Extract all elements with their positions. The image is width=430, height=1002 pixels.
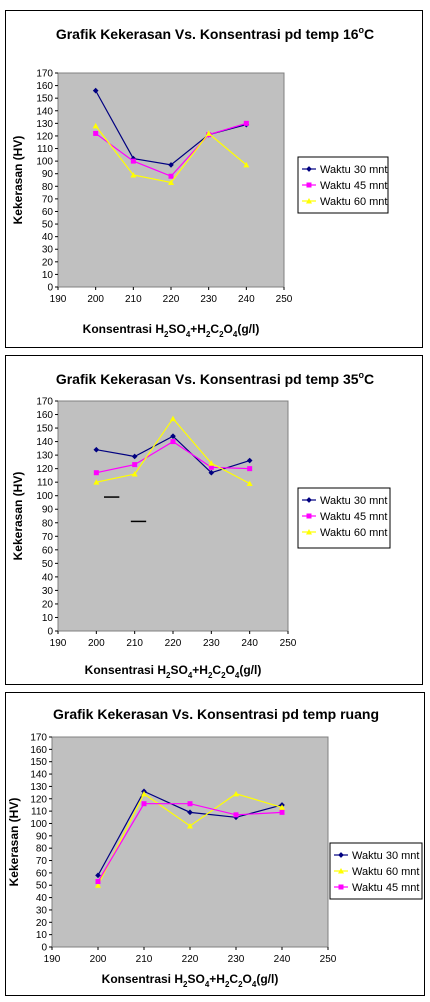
y-tick-label: 90 (35, 831, 47, 843)
x-tick-label: 190 (43, 954, 61, 965)
data-point-s1-4 (247, 466, 252, 471)
chart-panel-room-temp (5, 692, 425, 996)
legend-label: Waktu 45 mnt (320, 180, 388, 192)
x-tick-label: 190 (49, 294, 67, 305)
y-tick-label: 0 (47, 282, 53, 294)
x-tick-label: 240 (237, 294, 255, 305)
y-tick-label: 40 (35, 893, 47, 905)
y-tick-label: 20 (35, 917, 47, 929)
chart-panel-35c (5, 355, 423, 685)
y-tick-label: 20 (41, 257, 53, 269)
y-tick-label: 0 (41, 942, 47, 954)
y-tick-label: 10 (35, 930, 47, 942)
legend-label: Waktu 60 mnt (320, 196, 388, 208)
legend-label: Waktu 60 mnt (320, 527, 388, 539)
data-point-s1-legend (307, 514, 312, 519)
legend-label: Waktu 45 mnt (352, 882, 420, 894)
x-tick-label: 220 (164, 638, 182, 649)
y-tick-label: 50 (41, 558, 53, 570)
y-tick-label: 50 (35, 880, 47, 892)
y-tick-label: 100 (36, 491, 53, 503)
y-axis-label: Kekerasan (HV) (7, 797, 21, 887)
y-tick-label: 130 (36, 450, 53, 462)
x-axis-label: Konsentrasi $H_2SO_4+H_2C_2O_4(g/l)$ (82, 322, 260, 339)
y-tick-label: 70 (41, 531, 53, 543)
y-tick-label: 30 (35, 905, 47, 917)
y-tick-label: 170 (36, 68, 53, 80)
y-tick-label: 80 (41, 181, 53, 193)
data-point-s1-2 (169, 174, 174, 179)
x-tick-label: 240 (273, 954, 291, 965)
y-tick-label: 50 (41, 219, 53, 231)
chart-panel-16c (5, 10, 423, 348)
x-tick-label: 220 (181, 954, 199, 965)
y-tick-label: 150 (36, 423, 53, 435)
x-tick-label: 230 (202, 638, 220, 649)
data-point-s1-4 (244, 121, 249, 126)
x-tick-label: 240 (241, 638, 259, 649)
legend-label: Waktu 45 mnt (320, 511, 388, 523)
y-tick-label: 60 (41, 545, 53, 557)
x-axis-label: Konsentrasi $H_2SO_4+H_2C_2O_4(g/l)$ (84, 663, 262, 680)
y-tick-label: 150 (36, 93, 53, 105)
data-point-s1-1 (131, 159, 136, 164)
y-tick-label: 10 (41, 612, 53, 624)
y-tick-label: 60 (35, 868, 47, 880)
y-axis-label: Kekerasan (HV) (11, 471, 25, 561)
x-tick-label: 230 (227, 954, 245, 965)
data-point-s1-legend (307, 183, 312, 188)
data-point-s1-0 (94, 470, 99, 475)
y-tick-label: 70 (41, 194, 53, 206)
y-tick-label: 80 (41, 518, 53, 530)
y-tick-label: 40 (41, 232, 53, 244)
y-tick-label: 60 (41, 206, 53, 218)
x-tick-label: 190 (49, 638, 67, 649)
y-tick-label: 120 (36, 464, 53, 476)
y-tick-label: 100 (30, 818, 47, 830)
y-tick-label: 110 (37, 144, 53, 156)
y-tick-label: 160 (36, 410, 53, 422)
chart-title: Grafik Kekerasan Vs. Konsentrasi pd temp 16$^o$C (55, 25, 375, 42)
chart-svg (6, 356, 424, 686)
y-tick-label: 170 (30, 732, 47, 744)
data-point-s2-2 (188, 801, 193, 806)
y-tick-label: 0 (47, 626, 53, 638)
x-tick-label: 200 (87, 638, 105, 649)
y-tick-label: 140 (36, 437, 53, 449)
x-axis-label: Konsentrasi $H_2SO_4+H_2C_2O_4(g/l)$ (101, 972, 279, 989)
plot-area (52, 737, 328, 947)
data-point-s1-0 (93, 131, 98, 136)
legend-label: Waktu 60 mnt (352, 866, 420, 878)
x-tick-label: 230 (200, 294, 218, 305)
y-tick-label: 100 (36, 156, 53, 168)
y-tick-label: 110 (37, 477, 53, 489)
legend-label: Waktu 30 mnt (320, 164, 388, 176)
y-tick-label: 110 (31, 806, 47, 818)
data-point-s1-1 (132, 462, 137, 467)
data-point-s1-2 (171, 439, 176, 444)
y-axis-label: Kekerasan (HV) (11, 135, 25, 225)
chart-svg (6, 693, 426, 997)
x-tick-label: 210 (135, 954, 153, 965)
chart-title: Grafik Kekerasan Vs. Konsentrasi pd temp 35$^o$C (55, 370, 375, 387)
y-tick-label: 90 (41, 504, 53, 516)
x-tick-label: 250 (275, 294, 293, 305)
data-point-s2-0 (96, 879, 101, 884)
x-tick-label: 210 (126, 638, 144, 649)
y-tick-label: 30 (41, 585, 53, 597)
y-tick-label: 90 (41, 169, 53, 181)
x-tick-label: 210 (124, 294, 142, 305)
data-point-s2-1 (142, 801, 147, 806)
chart-title: Grafik Kekerasan Vs. Konsentrasi pd temp ruang (53, 706, 379, 722)
y-tick-label: 40 (41, 572, 53, 584)
x-tick-label: 250 (319, 954, 337, 965)
y-tick-label: 20 (41, 599, 53, 611)
x-tick-label: 220 (162, 294, 180, 305)
x-tick-label: 200 (89, 954, 107, 965)
chart-svg (6, 11, 424, 349)
y-tick-label: 160 (30, 744, 47, 756)
y-tick-label: 70 (35, 856, 47, 868)
y-tick-label: 160 (36, 81, 53, 93)
data-point-s2-3 (234, 812, 239, 817)
y-tick-label: 150 (30, 757, 47, 769)
y-tick-label: 140 (36, 106, 53, 118)
y-tick-label: 10 (41, 269, 53, 281)
data-point-s2-legend (339, 885, 344, 890)
y-tick-label: 80 (35, 843, 47, 855)
x-tick-label: 250 (279, 638, 297, 649)
legend-label: Waktu 30 mnt (352, 850, 420, 862)
y-tick-label: 170 (36, 396, 53, 408)
y-tick-label: 30 (41, 244, 53, 256)
data-point-s2-4 (280, 810, 285, 815)
x-tick-label: 200 (87, 294, 105, 305)
y-tick-label: 140 (30, 769, 47, 781)
y-tick-label: 120 (30, 794, 47, 806)
legend-label: Waktu 30 mnt (320, 495, 388, 507)
y-tick-label: 120 (36, 131, 53, 143)
y-tick-label: 130 (36, 118, 53, 130)
y-tick-label: 130 (30, 781, 47, 793)
